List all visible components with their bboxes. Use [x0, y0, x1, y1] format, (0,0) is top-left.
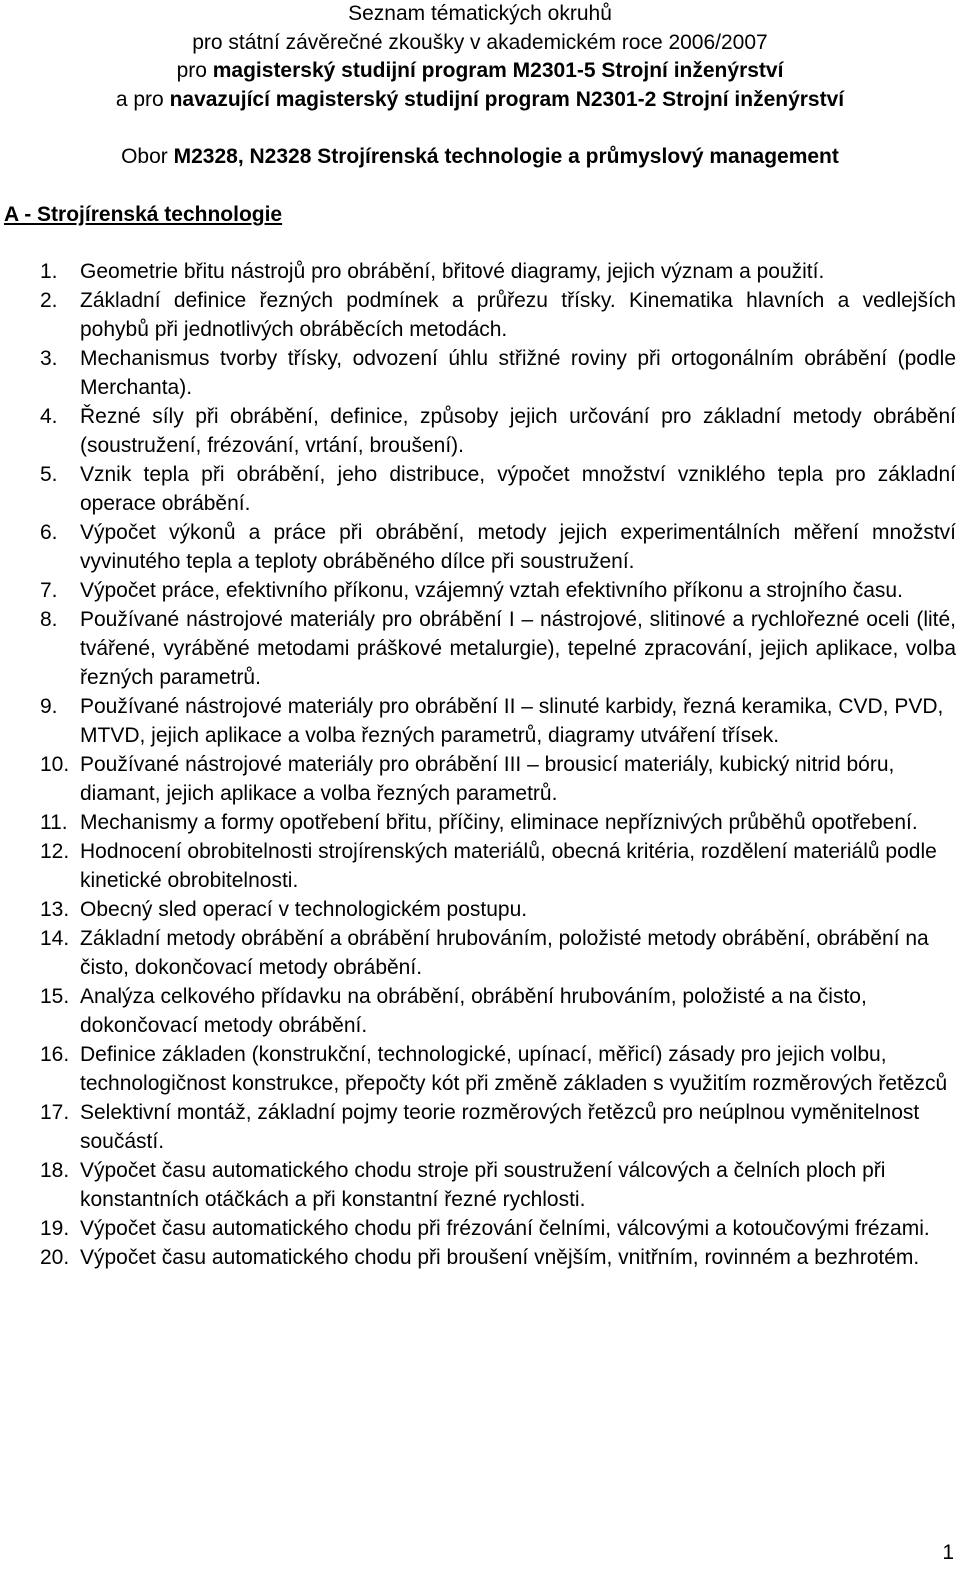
topic-text: Používané nástrojové materiály pro obrábění II – slinuté karbidy, řezná keramika, CVD, PVD, MTVD, jejich aplikace a volba řezných parametrů, diagramy utváření třísek. — [80, 695, 944, 747]
topic-item — [40, 257, 956, 286]
topic-number: 16. — [40, 1043, 70, 1066]
header-program-master — [0, 57, 960, 86]
header-program-master-name: magisterský studijní program M2301-5 Strojní inženýrství — [212, 59, 784, 82]
topic-number: 2. — [40, 289, 58, 312]
document-header — [0, 0, 960, 114]
field-of-study — [0, 142, 960, 172]
topic-text: Řezné síly při obrábění, definice, způsoby jejich určování pro základní metody obrábění (soustružení, frézování, vrtání, broušení). — [80, 405, 956, 457]
header-subtitle: pro státní závěrečné zkoušky v akademickém roce 2006/2007 — [192, 30, 768, 54]
topic-text: Výpočet času automatického chodu při broušení vnějším, vnitřním, rovinném a bezhrotém. — [80, 1246, 920, 1269]
topic-number: 6. — [40, 521, 58, 544]
topic-text: Výpočet práce, efektivního příkonu, vzájemný vztah efektivního příkonu a strojního času. — [80, 579, 903, 602]
topic-item — [40, 1156, 956, 1214]
topic-item — [40, 460, 956, 518]
topic-item — [40, 402, 956, 460]
topic-number: 11. — [40, 811, 68, 834]
topic-number: 15. — [40, 985, 70, 1008]
header-program-followup-name: navazující magisterský studijní program N2301-2 Strojní inženýrství — [169, 87, 845, 111]
topic-text: Selektivní montáž, základní pojmy teorie rozměrových řetězců pro neúplnou vyměnitelnost součástí. — [80, 1101, 920, 1153]
topic-number: 8. — [40, 608, 58, 631]
topic-item — [40, 1243, 956, 1272]
topic-number: 19. — [40, 1217, 70, 1240]
topic-number: 5. — [40, 463, 58, 486]
topic-item — [40, 692, 956, 750]
topic-text: Výpočet času automatického chodu stroje při soustružení válcových a čelních ploch při konstantních otáčkách a při konstantní řezné rychlosti. — [80, 1159, 886, 1211]
topic-number: 1. — [40, 260, 58, 283]
topic-item — [40, 1098, 956, 1156]
topic-item — [40, 982, 956, 1040]
topic-text: Používané nástrojové materiály pro obrábění III – brousicí materiály, kubický nitrid bóru, diamant, jejich aplikace a volba řezných parametrů. — [80, 753, 895, 805]
topic-text: Mechanismus tvorby třísky, odvození úhlu střižné roviny při ortogonálním obrábění (podle Merchanta). — [80, 347, 956, 399]
topic-item — [40, 808, 956, 837]
topic-text: Geometrie břitu nástrojů pro obrábění, břitové diagramy, jejich význam a použití. — [80, 260, 825, 283]
topic-item — [40, 344, 956, 402]
topic-item — [40, 605, 956, 692]
header-program-followup — [0, 86, 960, 115]
topic-number: 13. — [40, 898, 70, 921]
topic-text: Mechanismy a formy opotřebení břitu, příčiny, eliminace nepříznivých průběhů opotřebení. — [80, 811, 918, 834]
topic-text: Obecný sled operací v technologickém postupu. — [80, 898, 528, 921]
topic-item — [40, 1214, 956, 1243]
topic-item — [40, 837, 956, 895]
topic-text: Základní metody obrábění a obrábění hrubováním, položisté metody obrábění, obrábění na čisto, dokončovací metody obrábění. — [80, 927, 929, 979]
topic-item — [40, 750, 956, 808]
topic-item — [40, 576, 956, 605]
topic-text: Výpočet výkonů a práce při obrábění, metody jejich experimentálních měření množství vyvinutého tepla a teploty obráběného dílce při soustružení. — [80, 521, 956, 573]
field-of-study-name: M2328, N2328 Strojírenská technologie a průmyslový management — [173, 145, 839, 168]
page-number: 1 — [942, 1541, 954, 1564]
topic-number: 4. — [40, 405, 58, 428]
topic-text: Vznik tepla při obrábění, jeho distribuce, výpočet množství vzniklého tepla pro základní operace obrábění. — [80, 463, 956, 515]
topic-item — [40, 924, 956, 982]
topic-number: 3. — [40, 347, 58, 370]
topic-list — [40, 257, 956, 1272]
topic-text: Používané nástrojové materiály pro obrábění I – nástrojové, slitinové a rychlořezné oceli (lité, tvářené, vyráběné metodami práškové metalurgie), tepelné zpracování, jejich aplikace, volba řezných parametrů. — [80, 608, 956, 689]
header-program-master-prefix: pro — [176, 59, 213, 82]
field-of-study-prefix: Obor — [121, 145, 174, 168]
topic-item — [40, 1040, 956, 1098]
topic-text: Základní definice řezných podmínek a průřezu třísky. Kinematika hlavních a vedlejších pohybů při jednotlivých obráběcích metodách. — [80, 289, 956, 341]
topic-number: 18. — [40, 1159, 70, 1182]
topic-number: 10. — [40, 753, 70, 776]
topic-item — [40, 518, 956, 576]
topic-text: Hodnocení obrobitelnosti strojírenských materiálů, obecná kritéria, rozdělení materiálů podle kinetické obrobitelnosti. — [80, 840, 937, 892]
topic-number: 14. — [40, 927, 70, 950]
topic-number: 12. — [40, 840, 70, 863]
topic-text: Analýza celkového přídavku na obrábění, obrábění hrubováním, položisté a na čisto, dokončovací metody obrábění. — [80, 985, 867, 1037]
topic-text: Výpočet času automatického chodu při frézování čelními, válcovými a kotoučovými frézami. — [80, 1217, 930, 1240]
header-title: Seznam tématických okruhů — [348, 2, 612, 25]
header-program-followup-prefix: a pro — [115, 87, 170, 111]
topic-number: 7. — [40, 579, 58, 602]
topic-number: 9. — [40, 695, 58, 718]
topic-number: 17. — [40, 1101, 70, 1124]
topic-text: Definice základen (konstrukční, technologické, upínací, měřicí) zásady pro jejich volbu, technologičnost konstrukce, přepočty kót při změně základen s využitím rozměrových řetězců — [80, 1043, 948, 1095]
topic-item — [40, 895, 956, 924]
topic-number: 20. — [40, 1246, 70, 1269]
section-title: A - Strojírenská technologie — [4, 203, 283, 226]
topic-item — [40, 286, 956, 344]
